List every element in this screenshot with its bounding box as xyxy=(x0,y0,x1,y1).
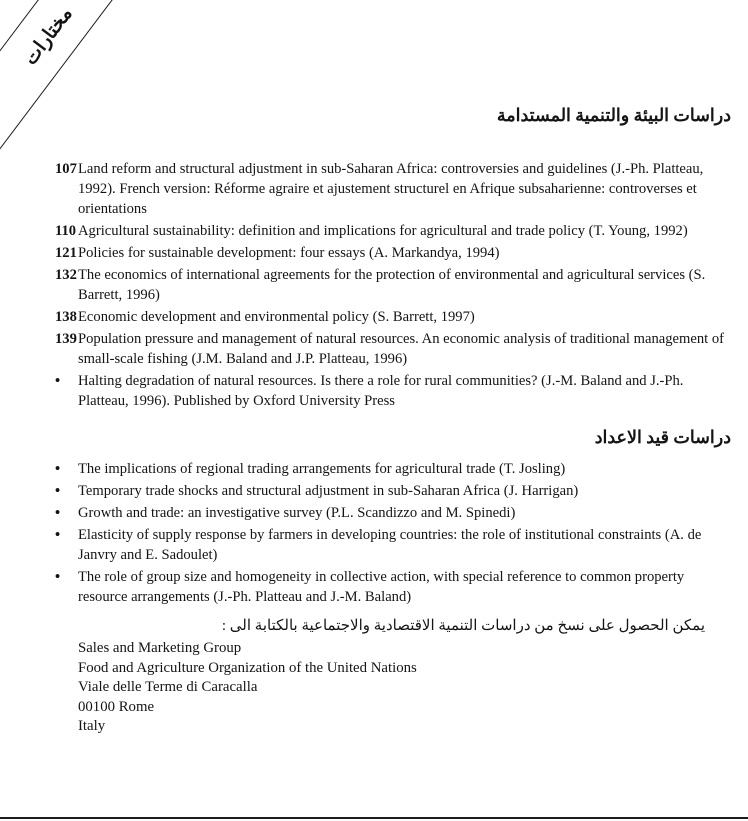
publication-number: 138 xyxy=(55,309,77,325)
publication-item xyxy=(55,159,731,219)
publication-number: 139 xyxy=(55,331,77,347)
publication-number: 110 xyxy=(55,223,77,239)
publication-text: The economics of international agreements for the protection of environmental and agricultural services (S. Barrett, 1996) xyxy=(78,267,706,303)
in-preparation-item xyxy=(55,525,731,565)
in-preparation-item xyxy=(55,459,731,479)
publication-item xyxy=(55,371,731,411)
bullet-marker: • xyxy=(55,373,61,389)
publication-text: Economic development and environmental policy (S. Barrett, 1997) xyxy=(78,309,475,325)
in-preparation-text: Temporary trade shocks and structural adjustment in sub-Saharan Africa (J. Harrigan) xyxy=(78,483,579,499)
bullet-marker: • xyxy=(55,461,61,477)
bottom-rule xyxy=(0,817,748,819)
publication-number: 121 xyxy=(55,245,77,261)
publication-item xyxy=(55,329,731,369)
bullet-marker: • xyxy=(55,527,61,543)
in-preparation-item xyxy=(55,503,731,523)
ribbon-label: مختارات xyxy=(19,3,77,69)
in-preparation-item xyxy=(55,567,731,607)
bullet-marker: • xyxy=(55,505,61,521)
publication-number: 132 xyxy=(55,267,77,283)
publication-text: Agricultural sustainability: definition and implications for agricultural and trade policy (T. Young, 1992) xyxy=(78,223,688,239)
section-heading-environment-studies: دراسات البيئة والتنمية المستدامة xyxy=(496,105,731,125)
address-block xyxy=(55,639,731,737)
bullet-marker: • xyxy=(55,483,61,499)
address-line-country: Italy xyxy=(78,718,106,734)
address-line-city: 00100 Rome xyxy=(78,698,155,715)
publication-text: Policies for sustainable development: four essays (A. Markandya, 1994) xyxy=(78,245,500,261)
bullet-marker: • xyxy=(55,569,61,585)
publication-text: Halting degradation of natural resources. Is there a role for rural communities? (J.-M. Baland and J.-Ph. Platteau, 1996). Published by Oxford University Press xyxy=(78,373,684,409)
page-content xyxy=(55,103,731,737)
publication-text: Land reform and structural adjustment in sub-Saharan Africa: controversies and guidelines (J.-Ph. Platteau, 1992). French version: Réforme agraire et ajustement structurel en Afrique subsaharienne: controverses et orientations xyxy=(78,161,704,217)
publication-item xyxy=(55,307,731,327)
publication-number: 107 xyxy=(55,161,77,177)
in-preparation-text: The implications of regional trading arrangements for agricultural trade (T. Josling) xyxy=(78,461,566,477)
in-preparation-item xyxy=(55,481,731,501)
publication-item xyxy=(55,265,731,305)
section-heading-in-preparation: دراسات قيد الاعداد xyxy=(594,427,731,447)
publication-item xyxy=(55,243,731,263)
contact-note-arabic: يمكن الحصول على نسخ من دراسات التنمية الاقتصادية والاجتماعية بالكتابة الى : xyxy=(221,618,705,634)
publication-text: Population pressure and management of natural resources. An economic analysis of traditional management of small-scale fishing (J.M. Baland and J.P. Platteau, 1996) xyxy=(78,331,724,367)
address-line-group: Sales and Marketing Group xyxy=(78,640,242,656)
address-line-organization: Food and Agriculture Organization of the United Nations xyxy=(78,659,417,676)
in-preparation-text: Elasticity of supply response by farmers in developing countries: the role of institutional constraints (A. de Janvry and E. Sadoulet) xyxy=(78,527,702,563)
in-preparation-text: Growth and trade: an investigative survey (P.L. Scandizzo and M. Spinedi) xyxy=(78,505,516,521)
in-preparation-list xyxy=(55,459,731,607)
publication-item xyxy=(55,221,731,241)
publications-list xyxy=(55,159,731,411)
address-line-street: Viale delle Terme di Caracalla xyxy=(78,679,258,695)
in-preparation-text: The role of group size and homogeneity in collective action, with special reference to common property resource arrangements (J.-Ph. Platteau and J.-M. Baland) xyxy=(78,569,685,605)
